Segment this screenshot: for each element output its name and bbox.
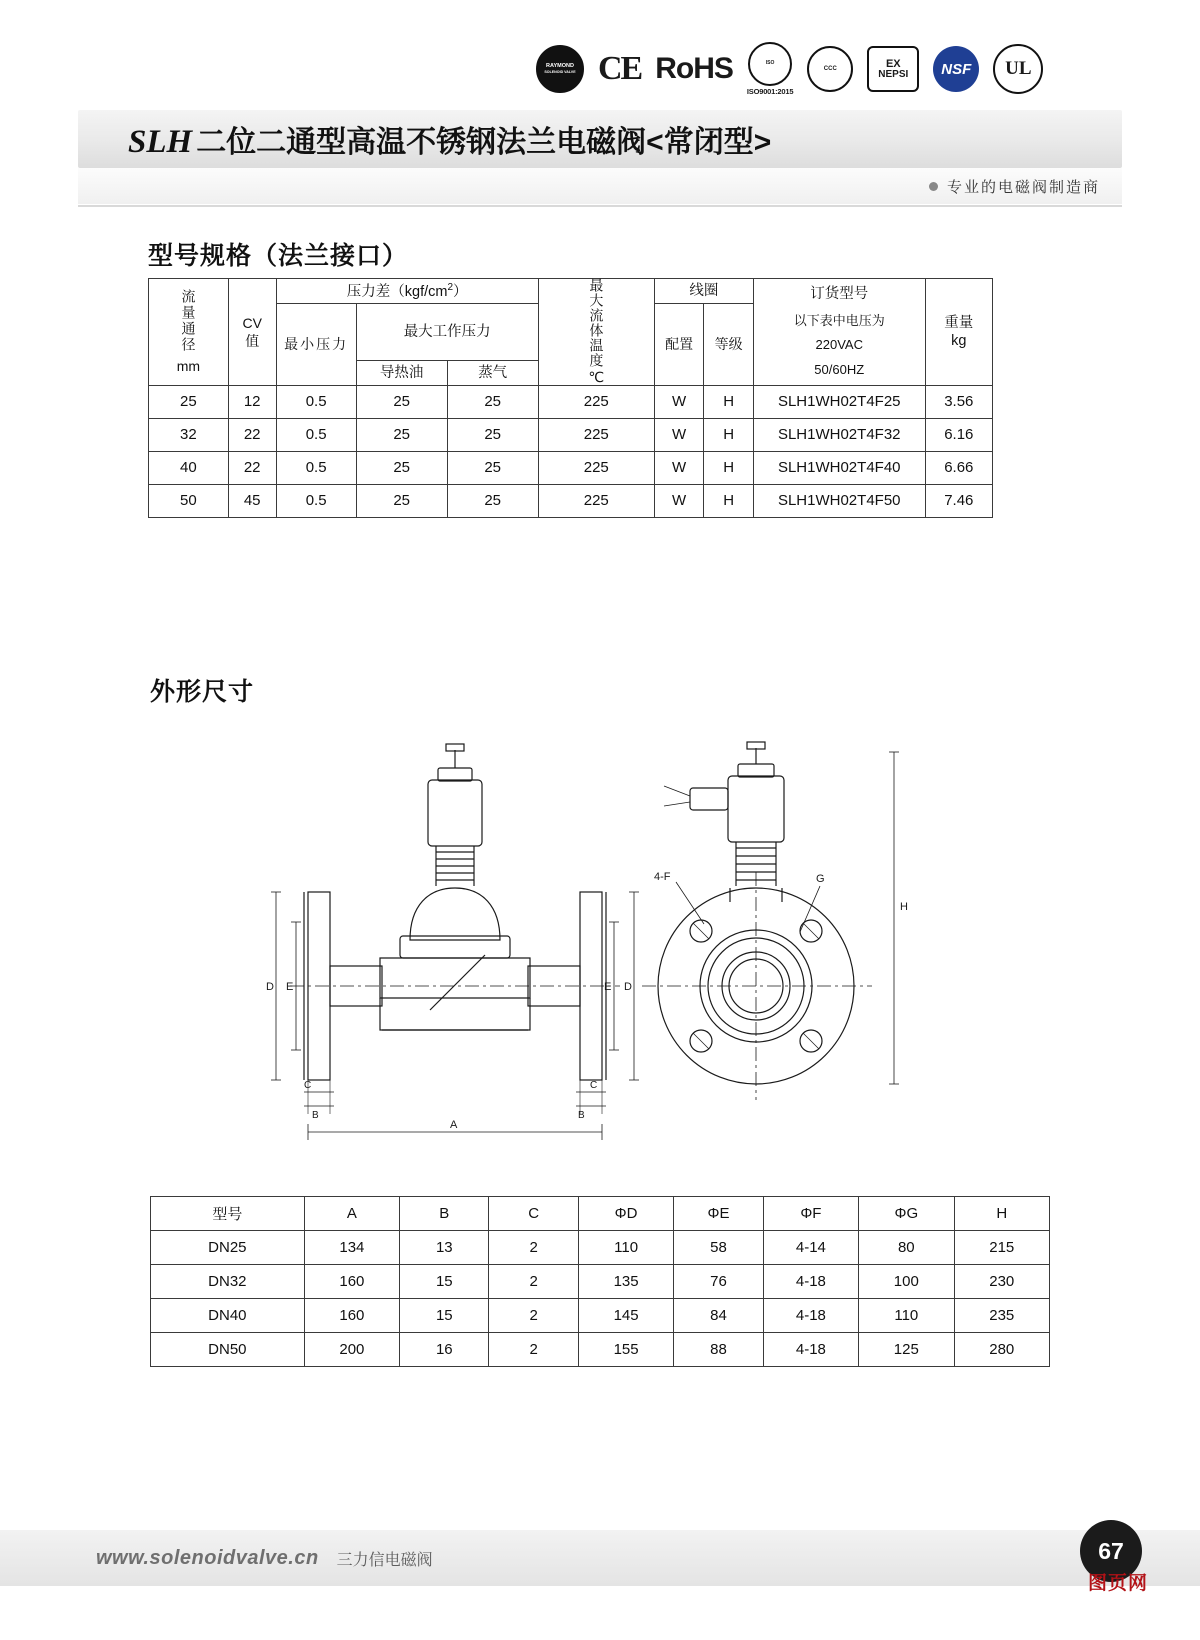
cell-temp: 225: [538, 451, 654, 484]
cell-model: SLH1WH02T4F25: [753, 385, 925, 418]
raymond-seal-line2: SOLENOID VALVE: [544, 69, 576, 74]
dim-cell-a: 160: [304, 1299, 399, 1333]
dim-col-g: ΦG: [859, 1197, 954, 1231]
svg-text:H: H: [900, 901, 908, 913]
dimension-header-row: [151, 1197, 1050, 1231]
table-row: [151, 1265, 1050, 1299]
dim-cell-g: 80: [859, 1231, 954, 1265]
svg-text:C: C: [304, 1080, 312, 1091]
cell-grade: H: [704, 385, 754, 418]
dim-cell-d: 155: [578, 1333, 673, 1367]
cell-config: W: [654, 385, 704, 418]
dim-cell-e: 88: [674, 1333, 763, 1367]
dim-cell-a: 134: [304, 1231, 399, 1265]
svg-text:B: B: [578, 1110, 585, 1121]
dim-cell-model: DN40: [151, 1299, 305, 1333]
dim-col-b: B: [400, 1197, 489, 1231]
dim-cell-c: 2: [489, 1333, 578, 1367]
table-row: [149, 451, 993, 484]
table-row: [151, 1299, 1050, 1333]
max-temp-label: 最大流体温度: [588, 277, 605, 368]
cell-config: W: [654, 484, 704, 517]
svg-text:E: E: [286, 981, 294, 993]
dimension-table: [150, 1196, 1050, 1367]
dim-cell-c: 2: [489, 1265, 578, 1299]
order-note-2: 220VAC: [815, 337, 863, 353]
order-model-label: 订货型号: [810, 286, 869, 302]
cell-steam: 25: [447, 451, 538, 484]
cell-cv: 12: [228, 385, 276, 418]
col-min-pressure: [276, 304, 356, 386]
ce-icon: CE: [598, 50, 642, 87]
svg-text:C: C: [590, 1080, 598, 1091]
iso-icon: ISO ISO9001:2015: [747, 42, 793, 96]
nepsi-line: NEPSI: [878, 68, 909, 80]
certification-strip: [536, 38, 1056, 100]
dimension-section-heading: 外形尺寸: [150, 678, 255, 706]
cell-steam: 25: [447, 484, 538, 517]
flow-dia-unit: mm: [176, 357, 201, 374]
cell-dia: 40: [149, 451, 229, 484]
header-divider: [78, 205, 1122, 207]
dim-cell-c: 2: [489, 1299, 578, 1333]
cell-min-p: 0.5: [276, 418, 356, 451]
svg-text:D: D: [266, 981, 274, 993]
ex-line: EX: [885, 57, 901, 70]
cell-min-p: 0.5: [276, 385, 356, 418]
pressure-diff-end: ）: [453, 283, 468, 300]
svg-text:G: G: [816, 873, 825, 885]
order-note-1: 以下表中电压为: [793, 312, 885, 328]
pressure-diff-sup: 2: [447, 281, 454, 293]
cell-steam: 25: [447, 418, 538, 451]
cell-weight: 7.46: [925, 484, 992, 517]
dim-cell-g: 100: [859, 1265, 954, 1299]
model-prefix: SLH: [128, 124, 193, 160]
dim-cell-e: 58: [674, 1231, 763, 1265]
dim-col-f: ΦF: [763, 1197, 858, 1231]
cell-min-p: 0.5: [276, 451, 356, 484]
cell-model: SLH1WH02T4F32: [753, 418, 925, 451]
dim-col-d: ΦD: [578, 1197, 673, 1231]
subtitle-banner: [78, 168, 1122, 204]
cell-min-p: 0.5: [276, 484, 356, 517]
col-cv: [228, 279, 276, 386]
dim-cell-a: 160: [304, 1265, 399, 1299]
svg-text:D: D: [624, 981, 632, 993]
ul-label: UL: [1005, 58, 1032, 79]
dim-col-model: 型号: [151, 1197, 305, 1231]
cell-temp: 225: [538, 418, 654, 451]
dim-cell-h: 215: [954, 1231, 1049, 1265]
col-max-temp: [538, 279, 654, 386]
max-temp-unit: ℃: [588, 368, 605, 385]
col-coil-config: 配置: [654, 304, 704, 386]
ul-icon: [993, 44, 1043, 94]
page-number-badge: 67: [1080, 1520, 1142, 1582]
dim-cell-h: 280: [954, 1333, 1049, 1367]
cell-temp: 225: [538, 484, 654, 517]
dim-cell-h: 235: [954, 1299, 1049, 1333]
cell-cv: 22: [228, 451, 276, 484]
dim-cell-model: DN50: [151, 1333, 305, 1367]
table-header-row: [149, 279, 993, 304]
cell-weight: 3.56: [925, 385, 992, 418]
flow-dia-label: 流量通径: [180, 288, 197, 353]
col-coil: 线圈: [654, 279, 753, 304]
col-max-work-pressure: 最大工作压力: [356, 304, 538, 361]
cell-grade: H: [704, 418, 754, 451]
cell-oil: 25: [356, 418, 447, 451]
svg-text:4-F: 4-F: [654, 871, 671, 883]
dim-cell-e: 84: [674, 1299, 763, 1333]
footer-bar: [0, 1530, 1200, 1586]
dim-col-h: H: [954, 1197, 1049, 1231]
iso-label: ISO9001:2015: [746, 87, 794, 96]
table-row: [151, 1333, 1050, 1367]
dim-cell-model: DN32: [151, 1265, 305, 1299]
svg-text:E: E: [604, 981, 612, 993]
dim-cell-d: 135: [578, 1265, 673, 1299]
watermark-label: 图页网: [1087, 1573, 1148, 1594]
dim-cell-f: 4-18: [763, 1333, 858, 1367]
cell-steam: 25: [447, 385, 538, 418]
cell-oil: 25: [356, 484, 447, 517]
col-pressure-diff: [276, 279, 538, 304]
dim-cell-f: 4-18: [763, 1299, 858, 1333]
dim-cell-b: 13: [400, 1231, 489, 1265]
col-flow-diameter: [149, 279, 229, 386]
dim-cell-g: 110: [859, 1299, 954, 1333]
dim-cell-f: 4-18: [763, 1265, 858, 1299]
dim-cell-model: DN25: [151, 1231, 305, 1265]
raymond-seal-icon: [536, 45, 584, 93]
dim-cell-g: 125: [859, 1333, 954, 1367]
cell-cv: 45: [228, 484, 276, 517]
col-weight: [925, 279, 992, 386]
footer-website[interactable]: www.solenoidvalve.cn: [96, 1546, 319, 1569]
dim-cell-h: 230: [954, 1265, 1049, 1299]
specification-table: [148, 278, 993, 518]
cell-dia: 50: [149, 484, 229, 517]
subtitle-text: 专业的电磁阀制造商: [946, 178, 1100, 196]
cell-config: W: [654, 451, 704, 484]
dim-col-c: C: [489, 1197, 578, 1231]
table-row: [149, 418, 993, 451]
rohs-icon: RoHS: [655, 52, 733, 85]
cell-model: SLH1WH02T4F40: [753, 451, 925, 484]
min-pressure-label: 最小压力: [284, 336, 349, 353]
subtitle: [929, 176, 1100, 197]
cell-oil: 25: [356, 385, 447, 418]
col-heat-oil: 导热油: [356, 360, 447, 385]
table-row: [149, 484, 993, 517]
col-coil-grade: 等级: [704, 304, 754, 386]
title-cn: 二位二通型高温不锈钢法兰电磁阀<常闭型>: [196, 126, 772, 159]
ex-nepsi-icon: [867, 46, 919, 92]
cell-weight: 6.66: [925, 451, 992, 484]
valve-dimension-drawing: [260, 740, 940, 1160]
dim-cell-b: 15: [400, 1265, 489, 1299]
cell-dia: 32: [149, 418, 229, 451]
weight-unit: kg: [951, 332, 967, 349]
nsf-icon: NSF: [933, 46, 979, 92]
spec-section-heading: 型号规格（法兰接口）: [148, 242, 409, 270]
dim-col-a: A: [304, 1197, 399, 1231]
cell-grade: H: [704, 484, 754, 517]
cell-dia: 25: [149, 385, 229, 418]
raymond-seal-line1: RAYMOND: [546, 62, 574, 69]
cell-weight: 6.16: [925, 418, 992, 451]
svg-text:B: B: [312, 1110, 319, 1121]
table-row: [151, 1231, 1050, 1265]
title-banner: [78, 110, 1122, 168]
dim-col-e: ΦE: [674, 1197, 763, 1231]
bullet-icon: [929, 182, 938, 191]
dim-cell-c: 2: [489, 1231, 578, 1265]
page-title: [128, 117, 771, 161]
cell-oil: 25: [356, 451, 447, 484]
dim-cell-d: 145: [578, 1299, 673, 1333]
dim-cell-b: 15: [400, 1299, 489, 1333]
cell-config: W: [654, 418, 704, 451]
order-note-3: 50/60HZ: [814, 361, 865, 377]
cv-label: CV: [242, 314, 262, 331]
dim-cell-f: 4-14: [763, 1231, 858, 1265]
cell-grade: H: [704, 451, 754, 484]
dim-cell-d: 110: [578, 1231, 673, 1265]
weight-label: 重量: [944, 314, 974, 331]
table-row: [149, 385, 993, 418]
dim-cell-e: 76: [674, 1265, 763, 1299]
dim-cell-a: 200: [304, 1333, 399, 1367]
col-order-model: [753, 279, 925, 386]
svg-text:A: A: [450, 1119, 458, 1131]
cell-model: SLH1WH02T4F50: [753, 484, 925, 517]
cell-cv: 22: [228, 418, 276, 451]
footer-company: 三力信电磁阀: [336, 1551, 433, 1569]
pressure-diff-label: 压力差（kgf/cm: [346, 283, 448, 300]
dim-cell-b: 16: [400, 1333, 489, 1367]
ccc-label: CCC: [823, 65, 837, 72]
cv-sub-label: 值: [245, 332, 260, 349]
ccc-icon: [807, 46, 853, 92]
cell-temp: 225: [538, 385, 654, 418]
col-steam: 蒸气: [447, 360, 538, 385]
